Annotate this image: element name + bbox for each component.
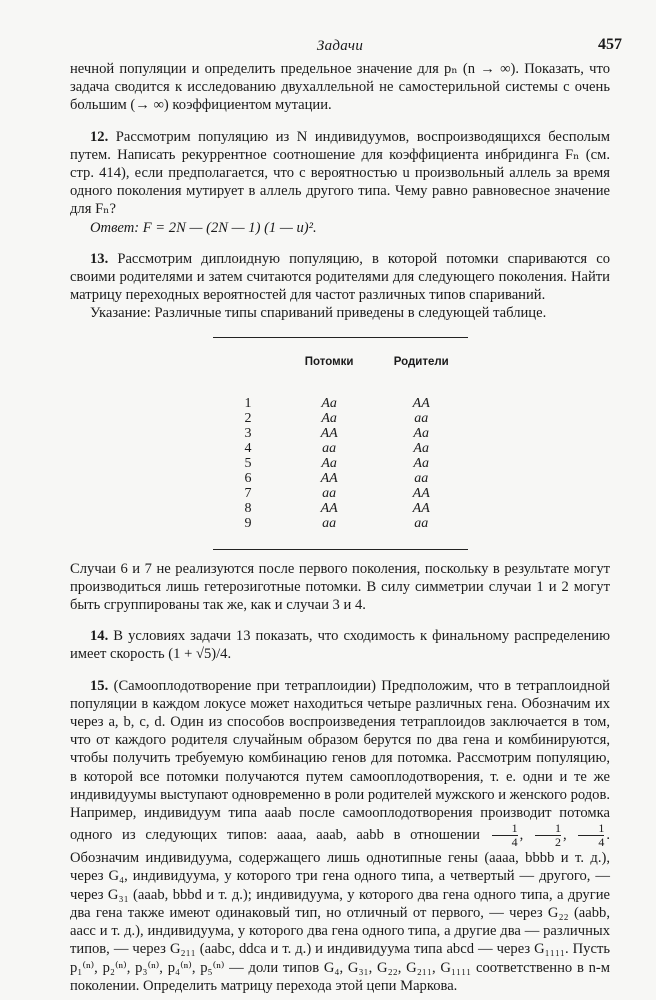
problem-13: [70, 250, 610, 305]
row-number: 2: [244, 410, 252, 426]
problem-14-number: 14.: [90, 628, 109, 645]
row-number: 5: [244, 455, 252, 471]
problem-14: [70, 627, 610, 663]
col-number: [213, 337, 284, 396]
running-head: Задачи: [316, 38, 364, 54]
offspring-cell: AA: [320, 470, 338, 486]
offspring-cell: AA: [320, 500, 338, 516]
page-number: 457: [598, 36, 622, 53]
problem-12-number: 12.: [90, 128, 109, 145]
row-number: 3: [244, 425, 252, 441]
problem-15-number: 15.: [90, 677, 109, 694]
offspring-cell: aa: [322, 515, 337, 531]
problem-14-text: В условиях задачи 13 показать, что сходимость к финальному распределению имеет скорость (1 + √5)/4.: [70, 628, 610, 663]
parents-cell: AA: [412, 395, 430, 411]
fraction-2-numerator: 1: [555, 821, 561, 836]
problem-12-answer: Ответ: F = 2N — (2N — 1) (1 — u)².: [90, 219, 317, 236]
page-header: [70, 30, 622, 60]
problem-15-text-a: (Самооплодотворение при тетраплоидии) Предположим, что в тетраплоидной популяции в каждом локусе может находиться четыре различных гена. Обозначим их через a, b, c, d. Один из способов воспроизведения тетраплоидов заключается в том, что от каждого родителя случайным образом берутся по два гена и комбинируются, чтобы получить требуемую комбинацию генов для потомка. Рассмотрим популяцию, в которой все потомки получаются путем самооплодотворения, т. е. одни и те же индивидуумы выступают одновременно в роли родителей мужского и женского родов. Например, индивидуум типа aaab после самооплодотворения производит потомка одного из следующих типов: aaaa, aaab, aabb в отношении: [70, 677, 610, 844]
mating-table-wrap: [70, 337, 610, 550]
fraction-3-numerator: 1: [598, 821, 605, 836]
fraction-3: [578, 822, 604, 849]
offspring-cell: Aa: [321, 455, 337, 471]
row-number: 6: [244, 470, 252, 486]
table-row: [213, 426, 468, 441]
fraction-3-denominator: 4: [578, 835, 604, 849]
offspring-cell: Aa: [321, 410, 337, 426]
table-row: [213, 486, 468, 501]
problem-13-number: 13.: [90, 250, 109, 267]
parents-cell: Aa: [413, 455, 429, 471]
table-row: [213, 396, 468, 411]
row-number: 9: [244, 515, 252, 531]
problem-12: [70, 128, 610, 219]
page: [70, 30, 622, 995]
offspring-cell: aa: [322, 440, 337, 456]
intro-paragraph: нечной популяции и определить предельное значение для pₙ (n → ∞). Показать, что задача сводится к исследованию двухаллельной не самостерильной системы с очень большим (→ ∞) коэффициентом мутации.: [70, 61, 610, 114]
col-parents: Родители: [393, 355, 449, 368]
row-number: 4: [244, 440, 252, 456]
table-row: [213, 441, 468, 456]
parents-cell: Aa: [413, 425, 429, 441]
parents-cell: aa: [414, 515, 429, 531]
problem-13-hint: Указание: Различные типы спариваний приведены в следующей таблице.: [90, 305, 547, 322]
fraction-2: [535, 822, 561, 849]
parents-cell: aa: [414, 410, 429, 426]
table-row: [213, 456, 468, 471]
problem-15-text-b: . Обозначим индивидуума, содержащего лишь однотипные гены (aaaa, bbbb и т. д.), через G₄, индивидуума, у которого три гена одного типа, а четвертый — другого, — через G₃₁ (aaab, bbbd и т. д.); индивидуума, у которого два гена одного типа, а другие два гена также имеют одинаковый тип, но отличный от первого, — через G₂₂ (aabb, aacc и т. д.), индивидуума, у которого два гена одного типа, а другие два — различных типов, — через G₂₁₁ (aabc, ddca и т. д.) и индивидуума типа abcd — через G₁₁₁₁. Пусть p₁⁽ⁿ⁾, p₂⁽ⁿ⁾, p₃⁽ⁿ⁾, p₄⁽ⁿ⁾, p₅⁽ⁿ⁾ — доли типов G₄, G₃₁, G₂₂, G₂₁₁, G₁₁₁₁ соответственно в n-м поколении. Определить матрицу перехода этой цепи Маркова.: [70, 827, 611, 994]
parents-cell: AA: [412, 500, 430, 516]
fraction-2-denominator: 2: [535, 835, 561, 849]
table-row: [213, 516, 468, 550]
fraction-1-denominator: 4: [492, 835, 518, 849]
problem-12-text: Рассмотрим популяцию из N индивидуумов, воспроизводящихся бесполым путем. Написать рекуррентное соотношение для коэффициента инбридинга Fₙ (см. стр. 414), если предполагается, что с вероятностью u произвольный аллель за время одного поколения мутирует в аллель другого типа. Чему равно равновесное значение для Fₙ?: [70, 128, 610, 218]
fraction-1: [492, 822, 518, 849]
offspring-cell: aa: [322, 485, 337, 501]
offspring-cell: Aa: [321, 395, 337, 411]
row-number: 7: [244, 485, 252, 501]
row-number: 1: [244, 395, 252, 411]
problem-13-text: Рассмотрим диплоидную популяцию, в которой потомки спариваются со своими родителями и затем считаются родителями для следующего поколения. Найти матрицу переходных вероятностей для частот различных типов спариваний.: [70, 250, 610, 304]
col-offspring: Потомки: [304, 355, 354, 368]
table-row: [213, 501, 468, 516]
fraction-1-numerator: 1: [511, 821, 518, 836]
table-row: [213, 471, 468, 486]
offspring-cell: AA: [320, 425, 338, 441]
parents-cell: Aa: [413, 440, 429, 456]
parents-cell: AA: [412, 485, 430, 501]
row-number: 8: [244, 500, 252, 516]
mating-table: [213, 337, 468, 550]
table-row: [213, 411, 468, 426]
after-table-paragraph: Случаи 6 и 7 не реализуются после первого поколения, поскольку в результате могут производиться лишь гетерозиготные потомки. В силу симметрии случаи 1 и 2 могут быть сгруппированы так же, как и случаи 3 и 4.: [70, 560, 610, 614]
problem-15: 15. (Самооплодотворение при тетраплоидии) Предположим, что в тетраплоидной популяции в каждом локусе может находиться четыре различных гена. Обозначим их через a, b, c, d. Один из способов воспроизведения тетраплоидов заключается в том, что от каждого родителя случайным образом берутся по два гена и комбинируются, чтобы получить требуемую комбинацию генов для потомка. Рассмотрим популяцию, в которой все потомки получаются путем самооплодотворения, т. е. одни и те же индивидуумы выступают одновременно в роли родителей мужского и женского родов. Например, индивидуум типа aaab после самооплодотворения производит потомка одного из следующих типов: aaaa, aaab, aabb в отношении $\frac{1}{4}$ , $\frac{1}{2}$ , $\frac{1}{4}$ . Обозначим индивидуума, содержащего лишь однотипные гены (aaaa, bbbb и т. д.), через G₄, индивидуума, у которого три гена одного типа, а четвертый — другого, — через G₃₁ (aaab, bbbd и т. д.); индивидуума, у которого два гена одного типа, а другие два гена также имеют одинаковый тип, но отличный от первого, — через G₂₂ (aabb, aacc и т. д.), индивидуума, у которого два гена одного типа, а другие два — различных типов, — через G₂₁₁ (aabc, ddca и т. д.) и индивидуума типа abcd — через G₁₁₁₁. Пусть p₁⁽ⁿ⁾, p₂⁽ⁿ⁾, p₃⁽ⁿ⁾, p₄⁽ⁿ⁾, p₅⁽ⁿ⁾ — доли типов G₄, G₃₁, G₂₂, G₂₁₁, G₁₁₁₁ соответственно в n-м поколении. Определить матрицу перехода этой цепи Маркова.: [70, 677, 611, 994]
parents-cell: aa: [414, 470, 429, 486]
